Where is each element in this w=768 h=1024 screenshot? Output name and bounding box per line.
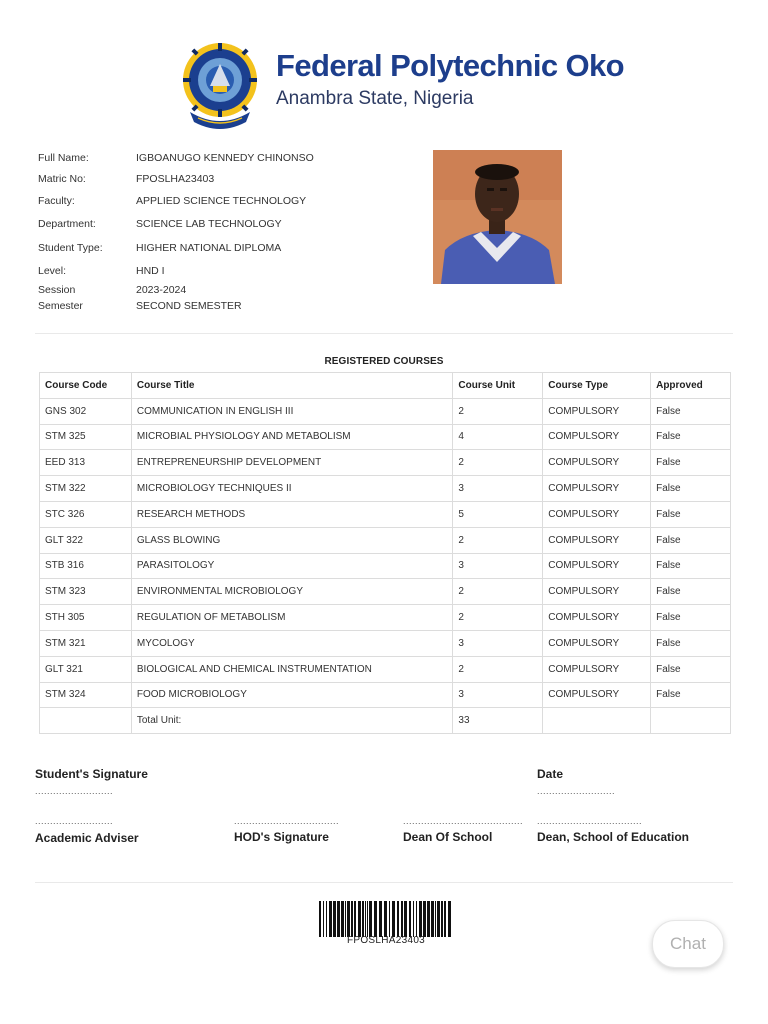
hod-signature-label: HOD's Signature bbox=[234, 830, 329, 844]
info-value: HIGHER NATIONAL DIPLOMA bbox=[136, 242, 282, 254]
course-code: STH 305 bbox=[40, 605, 132, 631]
course-title: RESEARCH METHODS bbox=[131, 501, 453, 527]
barcode-text: FPOSLHA23403 bbox=[346, 935, 426, 946]
table-row bbox=[40, 682, 731, 708]
institution-location: Anambra State, Nigeria bbox=[276, 88, 474, 109]
course-unit: 5 bbox=[453, 501, 543, 527]
empty-cell bbox=[40, 708, 132, 734]
empty-cell bbox=[543, 708, 651, 734]
course-approved: False bbox=[651, 501, 731, 527]
course-approved: False bbox=[651, 682, 731, 708]
course-approved: False bbox=[651, 450, 731, 476]
course-unit: 2 bbox=[453, 527, 543, 553]
course-type: COMPULSORY bbox=[543, 527, 651, 553]
date-label: Date bbox=[537, 767, 564, 781]
dean-of-school-label: Dean Of School bbox=[403, 830, 493, 844]
info-value: APPLIED SCIENCE TECHNOLOGY bbox=[136, 195, 307, 207]
course-unit: 2 bbox=[453, 450, 543, 476]
course-approved: False bbox=[651, 476, 731, 502]
course-title: PARASITOLOGY bbox=[131, 553, 453, 579]
course-title: MYCOLOGY bbox=[131, 630, 453, 656]
course-unit: 2 bbox=[453, 579, 543, 605]
hod-signature-line: ................................... bbox=[234, 816, 340, 826]
course-type: COMPULSORY bbox=[543, 424, 651, 450]
course-unit: 3 bbox=[453, 682, 543, 708]
column-header: Course Code bbox=[40, 373, 132, 399]
table-row bbox=[40, 553, 731, 579]
dean-school-of-education-label: Dean, School of Education bbox=[537, 830, 690, 844]
table-row bbox=[40, 605, 731, 631]
empty-cell bbox=[651, 708, 731, 734]
course-unit: 2 bbox=[453, 605, 543, 631]
course-unit: 2 bbox=[453, 398, 543, 424]
course-unit: 3 bbox=[453, 630, 543, 656]
course-title: BIOLOGICAL AND CHEMICAL INSTRUMENTATION bbox=[131, 656, 453, 682]
dean-signature-line: ........................................ bbox=[403, 816, 524, 826]
course-title: GLASS BLOWING bbox=[131, 527, 453, 553]
course-type: COMPULSORY bbox=[543, 501, 651, 527]
course-type: COMPULSORY bbox=[543, 630, 651, 656]
institution-logo bbox=[180, 36, 260, 132]
column-header: Course Title bbox=[131, 373, 453, 399]
info-value: HND I bbox=[136, 265, 165, 277]
document-header bbox=[180, 36, 624, 136]
courses-table bbox=[39, 372, 731, 734]
course-approved: False bbox=[651, 605, 731, 631]
course-code: STM 324 bbox=[40, 682, 132, 708]
course-code: STM 323 bbox=[40, 579, 132, 605]
info-label: Matric No: bbox=[38, 173, 86, 185]
table-row bbox=[40, 450, 731, 476]
table-header-row bbox=[40, 373, 731, 399]
info-label: Department: bbox=[38, 218, 96, 230]
info-value: FPOSLHA23403 bbox=[136, 173, 215, 185]
course-code: STB 316 bbox=[40, 553, 132, 579]
course-type: COMPULSORY bbox=[543, 553, 651, 579]
table-row bbox=[40, 579, 731, 605]
info-value: SECOND SEMESTER bbox=[136, 300, 242, 312]
course-type: COMPULSORY bbox=[543, 398, 651, 424]
table-row bbox=[40, 656, 731, 682]
adviser-signature-line: .......................... bbox=[35, 816, 114, 826]
course-type: COMPULSORY bbox=[543, 656, 651, 682]
course-type: COMPULSORY bbox=[543, 450, 651, 476]
course-approved: False bbox=[651, 527, 731, 553]
course-code: EED 313 bbox=[40, 450, 132, 476]
course-approved: False bbox=[651, 424, 731, 450]
table-row bbox=[40, 398, 731, 424]
course-type: COMPULSORY bbox=[543, 579, 651, 605]
course-approved: False bbox=[651, 630, 731, 656]
dean-education-signature-line: ................................... bbox=[537, 816, 643, 826]
total-row bbox=[40, 708, 731, 734]
course-approved: False bbox=[651, 579, 731, 605]
course-code: GLT 321 bbox=[40, 656, 132, 682]
course-title: REGULATION OF METABOLISM bbox=[131, 605, 453, 631]
info-label: Faculty: bbox=[38, 195, 75, 207]
column-header: Approved bbox=[651, 373, 731, 399]
total-value: 33 bbox=[453, 708, 543, 734]
course-title: ENVIRONMENTAL MICROBIOLOGY bbox=[131, 579, 453, 605]
course-approved: False bbox=[651, 656, 731, 682]
academic-adviser-label: Academic Adviser bbox=[35, 831, 139, 845]
courses-table-title: REGISTERED COURSES bbox=[324, 356, 444, 367]
course-title: FOOD MICROBIOLOGY bbox=[131, 682, 453, 708]
course-title: ENTREPRENEURSHIP DEVELOPMENT bbox=[131, 450, 453, 476]
course-unit: 4 bbox=[453, 424, 543, 450]
info-label: Full Name: bbox=[38, 152, 89, 164]
course-approved: False bbox=[651, 553, 731, 579]
info-label: Session bbox=[38, 284, 76, 296]
course-code: STC 326 bbox=[40, 501, 132, 527]
course-approved: False bbox=[651, 398, 731, 424]
course-code: STM 322 bbox=[40, 476, 132, 502]
course-title: MICROBIOLOGY TECHNIQUES II bbox=[131, 476, 453, 502]
table-row bbox=[40, 424, 731, 450]
info-label: Student Type: bbox=[38, 242, 103, 254]
course-code: STM 325 bbox=[40, 424, 132, 450]
table-row bbox=[40, 501, 731, 527]
institution-name: Federal Polytechnic Oko bbox=[276, 48, 624, 83]
course-code: GLT 322 bbox=[40, 527, 132, 553]
footer-divider bbox=[35, 882, 733, 883]
info-label: Semester bbox=[38, 300, 83, 312]
course-unit: 3 bbox=[453, 476, 543, 502]
course-type: COMPULSORY bbox=[543, 605, 651, 631]
info-value: IGBOANUGO KENNEDY CHINONSO bbox=[136, 152, 314, 164]
course-title: COMMUNICATION IN ENGLISH III bbox=[131, 398, 453, 424]
table-row bbox=[40, 630, 731, 656]
total-label: Total Unit: bbox=[131, 708, 453, 734]
info-value: SCIENCE LAB TECHNOLOGY bbox=[136, 218, 282, 230]
table-row bbox=[40, 527, 731, 553]
course-unit: 3 bbox=[453, 553, 543, 579]
student-signature-line: .......................... bbox=[35, 786, 114, 796]
chat-button[interactable]: Chat bbox=[652, 920, 724, 968]
course-type: COMPULSORY bbox=[543, 476, 651, 502]
info-label: Level: bbox=[38, 265, 67, 277]
date-line: .......................... bbox=[537, 786, 616, 796]
course-unit: 2 bbox=[453, 656, 543, 682]
course-code: GNS 302 bbox=[40, 398, 132, 424]
column-header: Course Type bbox=[543, 373, 651, 399]
table-row bbox=[40, 476, 731, 502]
student-photo bbox=[433, 150, 562, 284]
course-code: STM 321 bbox=[40, 630, 132, 656]
info-value: 2023-2024 bbox=[136, 284, 187, 296]
student-signature-label: Student's Signature bbox=[35, 767, 148, 781]
course-type: COMPULSORY bbox=[543, 682, 651, 708]
course-title: MICROBIAL PHYSIOLOGY AND METABOLISM bbox=[131, 424, 453, 450]
column-header: Course Unit bbox=[453, 373, 543, 399]
section-divider bbox=[35, 333, 733, 334]
